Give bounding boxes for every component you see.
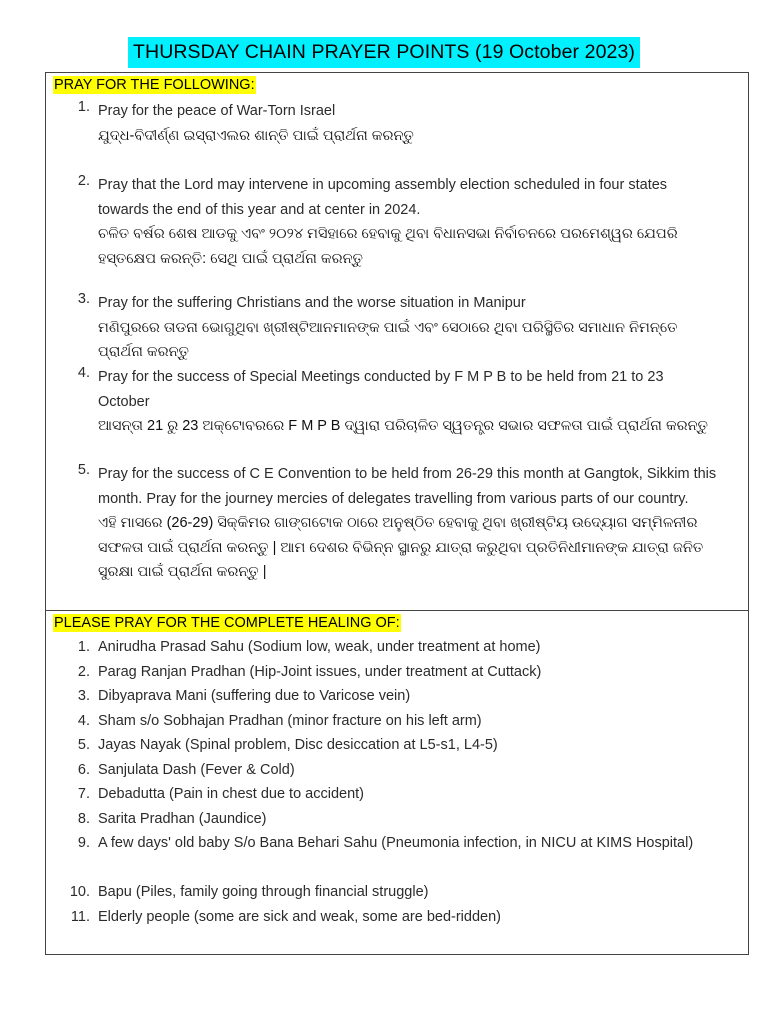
item-text: Sarita Pradhan (Jaundice) (98, 810, 267, 827)
item-number: 10. (69, 884, 90, 900)
item-number: 7. (77, 786, 90, 802)
item-text: Anirudha Prasad Sahu (Sodium low, weak, under treatment at home) (98, 639, 541, 655)
prayer-points-section (45, 72, 749, 611)
item-text: Sham s/o Sobhajan Pradhan (minor fracture on his left arm) (98, 712, 482, 729)
item-text: A few days' old baby S/o Bana Behari Sahu (Pneumonia infection, in NICU at KIMS Hospital) (98, 835, 694, 851)
item-number: 5. (77, 462, 90, 478)
item-number: 1. (77, 639, 90, 655)
item-text: Pray for the success of Special Meetings conducted by F M P B to be held from 21 to 23 October (98, 369, 664, 410)
item-text: Elderly people (some are sick and weak, some are bed-ridden) (98, 908, 501, 925)
item-odia-text: ଏହି ମାସରେ (26-29) ସିକ୍କିମର ଗାଙ୍ଗଟୋକ ଠାରେ ଅନୁଷ୍ଠିତ ହେବାକୁ ଥିବା ଖ୍ରୀଷ୍ଟିୟ ଉଦ୍ୟୋଗ ସମ୍ମିଳନୀର ସଫଳତା ପାଇଁ ପ୍ରାର୍ଥନା କରନ୍ତୁ | ଆମ ଦେଶର ବିଭିନ୍ନ ସ୍ଥାନରୁ ଯାତ୍ରା କରୁଥିବା ପ୍ରତିନିଧୀମାନଙ୍କ ଯାତ୍ରା ଜନିତ ସୁରକ୍ଷା ପାଇଁ ପ୍ରାର୍ଥନା କରନ୍ତୁ | (98, 515, 704, 580)
item-number: 8. (77, 810, 90, 827)
section-heading: PLEASE PRAY FOR THE COMPLETE HEALING OF: (54, 615, 400, 631)
item-number: 3. (77, 291, 90, 307)
item-number: 4. (77, 365, 90, 381)
item-text: Pray for the suffering Christians and the worse situation in Manipur (98, 295, 526, 311)
item-odia-text: ଚଳିତ ବର୍ଷର ଶେଷ ଆଡକୁ ଏବଂ ୨୦୨୪ ମସିହାରେ ହେବାକୁ ଥିବା ବିଧାନସଭା ନିର୍ବାଚନରେ ପରମେଶ୍ୱର ଯେପରି ହସ୍ତକ୍ଷେପ କରନ୍ତି: ସେଥି ପାଇଁ ପ୍ରାର୍ଥନା କରନ୍ତୁ (98, 226, 678, 267)
item-odia-text: ଆସନ୍ତା 21 ରୁ 23 ଅକ୍ଟୋବରରେ F M P B ଦ୍ୱାରା ପରିଚାଳିତ ସ୍ୱତନ୍ତ୍ର ସଭାର ସଫଳତା ପାଇଁ ପ୍ରାର୍ଥନା କରନ୍ତୁ (98, 418, 708, 434)
item-odia-text: ମଣିପୁରରେ ତାଡନା ଭୋଗୁଥିବା ଖ୍ରୀଷ୍ଟିଆନମାନଙ୍କ ପାଇଁ ଏବଂ ସେଠାରେ ଥିବା ପରିସ୍ଥିତିର ସମାଧାନ ନିମନ୍ତେ ପ୍ରାର୍ଥନା କରନ୍ତୁ (98, 319, 678, 360)
item-text: Parag Ranjan Pradhan (Hip-Joint issues, under treatment at Cuttack) (98, 663, 542, 680)
item-odia-text: ଯୁଦ୍ଧ-ବିଦୀର୍ଣ୍ଣ ଇସ୍ରାଏଲର ଶାନ୍ତି ପାଇଁ ପ୍ରାର୍ଥନା କରନ୍ତୁ (98, 127, 414, 144)
item-text: Debadutta (Pain in chest due to accident) (98, 786, 364, 802)
section-heading: PRAY FOR THE FOLLOWING: (54, 77, 255, 93)
item-text: Bapu (Piles, family going through financial struggle) (98, 884, 429, 900)
item-number: 9. (77, 835, 90, 851)
item-number: 6. (77, 761, 90, 778)
item-number: 2. (77, 173, 90, 189)
item-number: 3. (77, 688, 90, 704)
item-text: Pray for the peace of War-Torn Israel (98, 103, 336, 119)
item-number: 2. (77, 663, 90, 680)
item-number: 11. (70, 908, 90, 925)
item-text: Pray for the success of C E Convention to be held from 26-29 this month at Gangtok, Sikkim this month. Pray for the journey mercies of delegates travelling from various parts of our country. (98, 466, 717, 507)
healing-section (45, 610, 749, 955)
page-title-wrap (0, 37, 768, 68)
item-text: Dibyaprava Mani (suffering due to Varicose vein) (98, 688, 411, 704)
item-text: Sanjulata Dash (Fever & Cold) (98, 761, 295, 778)
item-number: 5. (77, 737, 90, 753)
item-text: Pray that the Lord may intervene in upcoming assembly election scheduled in four states towards the end of this year and at center in 2024. (98, 177, 668, 218)
item-number: 1. (77, 99, 90, 115)
page-title: THURSDAY CHAIN PRAYER POINTS (19 October 2023) (128, 37, 640, 68)
item-number: 4. (77, 712, 90, 729)
item-text: Jayas Nayak (Spinal problem, Disc desiccation at L5-s1, L4-5) (98, 737, 498, 753)
